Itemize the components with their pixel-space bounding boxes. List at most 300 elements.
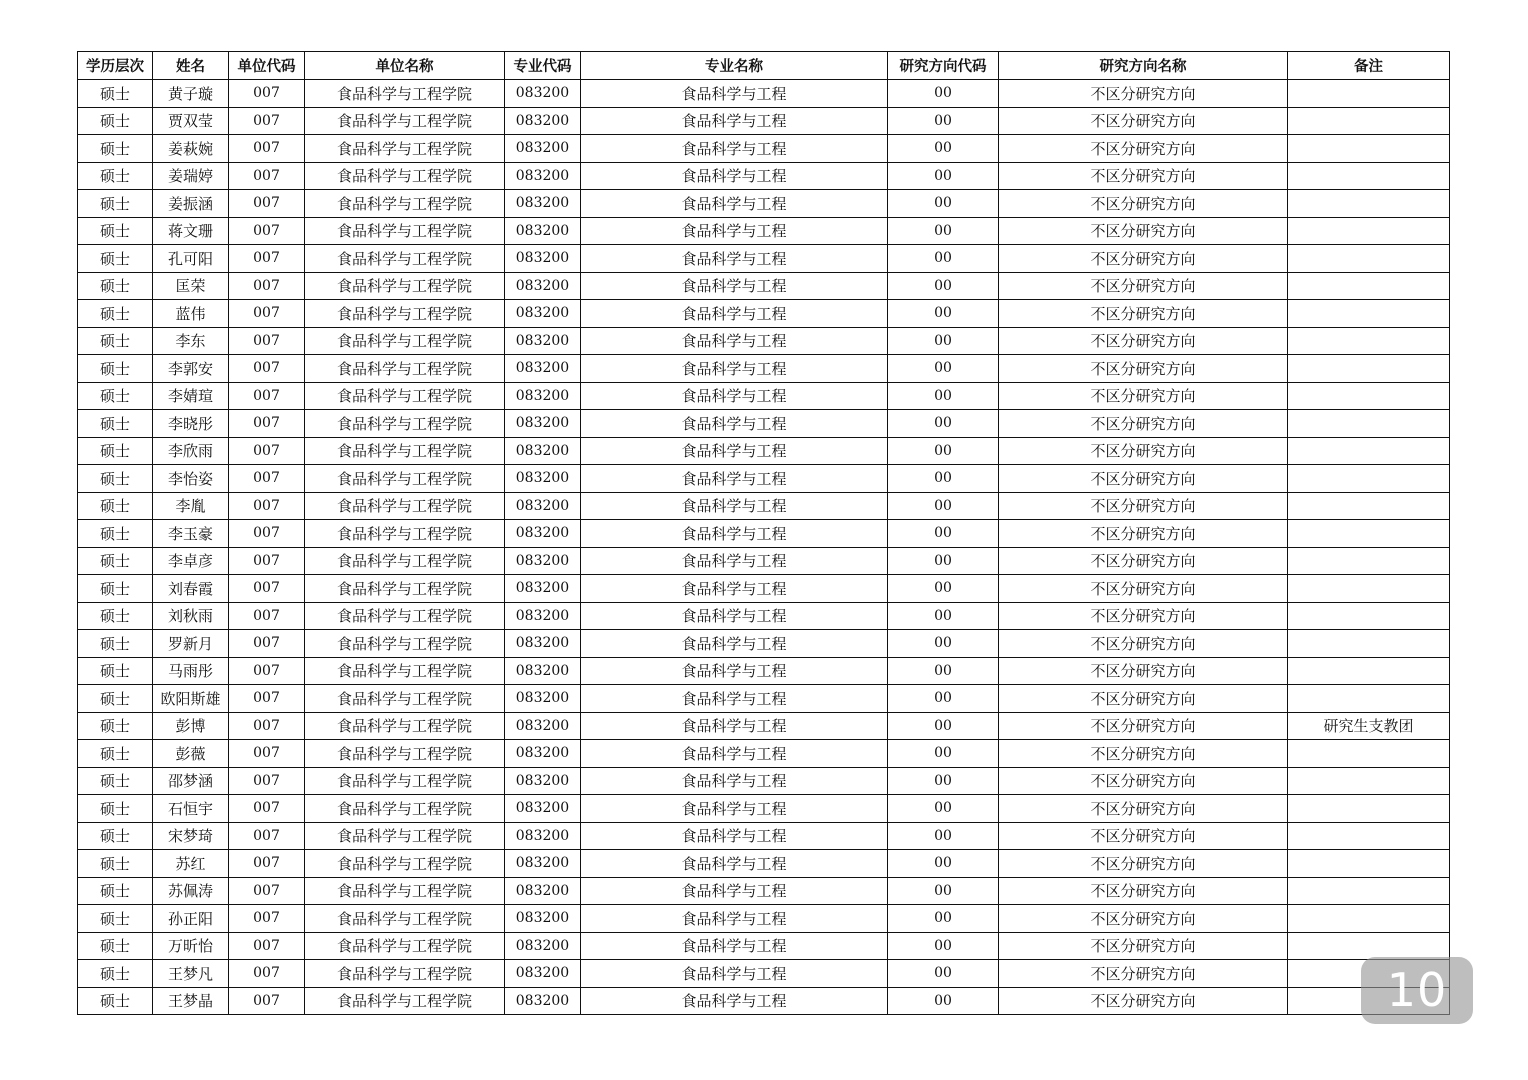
table-row — [78, 107, 1450, 135]
major-code-cell: 083200 — [505, 630, 581, 658]
unit-name-cell: 食品科学与工程学院 — [305, 492, 505, 520]
major-code-cell: 083200 — [505, 575, 581, 603]
name-cell: 孙正阳 — [153, 905, 229, 933]
remarks-cell — [1288, 465, 1450, 493]
major-name-cell: 食品科学与工程 — [581, 850, 888, 878]
major-code-cell: 083200 — [505, 382, 581, 410]
unit-name-cell: 食品科学与工程学院 — [305, 520, 505, 548]
header-remarks: 备注 — [1288, 52, 1450, 80]
degree-level-cell: 硕士 — [78, 685, 153, 713]
unit-code-cell: 007 — [229, 850, 305, 878]
major-name-cell: 食品科学与工程 — [581, 960, 888, 988]
table-row — [78, 657, 1450, 685]
degree-level-cell: 硕士 — [78, 80, 153, 108]
major-name-cell: 食品科学与工程 — [581, 437, 888, 465]
degree-level-cell: 硕士 — [78, 190, 153, 218]
unit-name-cell: 食品科学与工程学院 — [305, 437, 505, 465]
name-cell: 蓝伟 — [153, 300, 229, 328]
direction-name-cell: 不区分研究方向 — [999, 905, 1288, 933]
unit-name-cell: 食品科学与工程学院 — [305, 80, 505, 108]
degree-level-cell: 硕士 — [78, 520, 153, 548]
table-row — [78, 217, 1450, 245]
unit-name-cell: 食品科学与工程学院 — [305, 877, 505, 905]
unit-code-cell: 007 — [229, 822, 305, 850]
major-code-cell: 083200 — [505, 80, 581, 108]
major-name-cell: 食品科学与工程 — [581, 300, 888, 328]
direction-name-cell: 不区分研究方向 — [999, 602, 1288, 630]
name-cell: 罗新月 — [153, 630, 229, 658]
table-row — [78, 190, 1450, 218]
degree-level-cell: 硕士 — [78, 217, 153, 245]
major-code-cell: 083200 — [505, 245, 581, 273]
direction-name-cell: 不区分研究方向 — [999, 162, 1288, 190]
major-code-cell: 083200 — [505, 795, 581, 823]
major-name-cell: 食品科学与工程 — [581, 410, 888, 438]
degree-level-cell: 硕士 — [78, 960, 153, 988]
major-code-cell: 083200 — [505, 547, 581, 575]
unit-code-cell: 007 — [229, 547, 305, 575]
name-cell: 李东 — [153, 327, 229, 355]
direction-name-cell: 不区分研究方向 — [999, 300, 1288, 328]
unit-code-cell: 007 — [229, 217, 305, 245]
name-cell: 黄子璇 — [153, 80, 229, 108]
unit-name-cell: 食品科学与工程学院 — [305, 822, 505, 850]
unit-name-cell: 食品科学与工程学院 — [305, 712, 505, 740]
major-code-cell: 083200 — [505, 767, 581, 795]
table-row — [78, 795, 1450, 823]
name-cell: 苏佩涛 — [153, 877, 229, 905]
name-cell: 李晓彤 — [153, 410, 229, 438]
major-code-cell: 083200 — [505, 272, 581, 300]
major-name-cell: 食品科学与工程 — [581, 465, 888, 493]
unit-name-cell: 食品科学与工程学院 — [305, 575, 505, 603]
major-name-cell: 食品科学与工程 — [581, 162, 888, 190]
name-cell: 孔可阳 — [153, 245, 229, 273]
header-major-code: 专业代码 — [505, 52, 581, 80]
unit-name-cell: 食品科学与工程学院 — [305, 382, 505, 410]
degree-level-cell: 硕士 — [78, 410, 153, 438]
major-name-cell: 食品科学与工程 — [581, 80, 888, 108]
unit-name-cell: 食品科学与工程学院 — [305, 795, 505, 823]
roster-body — [78, 80, 1450, 1015]
direction-name-cell: 不区分研究方向 — [999, 575, 1288, 603]
direction-code-cell: 00 — [888, 327, 999, 355]
degree-level-cell: 硕士 — [78, 657, 153, 685]
direction-name-cell: 不区分研究方向 — [999, 960, 1288, 988]
remarks-cell — [1288, 190, 1450, 218]
major-name-cell: 食品科学与工程 — [581, 987, 888, 1015]
major-code-cell: 083200 — [505, 465, 581, 493]
major-code-cell: 083200 — [505, 410, 581, 438]
header-name: 姓名 — [153, 52, 229, 80]
degree-level-cell: 硕士 — [78, 575, 153, 603]
name-cell: 匡荣 — [153, 272, 229, 300]
degree-level-cell: 硕士 — [78, 932, 153, 960]
direction-name-cell: 不区分研究方向 — [999, 740, 1288, 768]
name-cell: 马雨彤 — [153, 657, 229, 685]
major-code-cell: 083200 — [505, 107, 581, 135]
degree-level-cell: 硕士 — [78, 822, 153, 850]
unit-code-cell: 007 — [229, 520, 305, 548]
remarks-cell — [1288, 547, 1450, 575]
direction-code-cell: 00 — [888, 217, 999, 245]
major-name-cell: 食品科学与工程 — [581, 877, 888, 905]
major-name-cell: 食品科学与工程 — [581, 492, 888, 520]
direction-code-cell: 00 — [888, 712, 999, 740]
direction-code-cell: 00 — [888, 162, 999, 190]
table-row — [78, 767, 1450, 795]
major-code-cell: 083200 — [505, 822, 581, 850]
degree-level-cell: 硕士 — [78, 245, 153, 273]
direction-code-cell: 00 — [888, 740, 999, 768]
table-row — [78, 602, 1450, 630]
remarks-cell — [1288, 327, 1450, 355]
major-name-cell: 食品科学与工程 — [581, 905, 888, 933]
unit-name-cell: 食品科学与工程学院 — [305, 465, 505, 493]
direction-code-cell: 00 — [888, 877, 999, 905]
remarks-cell — [1288, 685, 1450, 713]
name-cell: 万昕怡 — [153, 932, 229, 960]
unit-name-cell: 食品科学与工程学院 — [305, 245, 505, 273]
direction-code-cell: 00 — [888, 520, 999, 548]
direction-code-cell: 00 — [888, 822, 999, 850]
direction-name-cell: 不区分研究方向 — [999, 80, 1288, 108]
degree-level-cell: 硕士 — [78, 162, 153, 190]
unit-name-cell: 食品科学与工程学院 — [305, 300, 505, 328]
degree-level-cell: 硕士 — [78, 547, 153, 575]
unit-name-cell: 食品科学与工程学院 — [305, 767, 505, 795]
table-row — [78, 492, 1450, 520]
unit-code-cell: 007 — [229, 740, 305, 768]
major-code-cell: 083200 — [505, 437, 581, 465]
direction-code-cell: 00 — [888, 80, 999, 108]
remarks-cell: 研究生支教团 — [1288, 712, 1450, 740]
remarks-cell — [1288, 217, 1450, 245]
table-row — [78, 465, 1450, 493]
remarks-cell — [1288, 657, 1450, 685]
direction-name-cell: 不区分研究方向 — [999, 107, 1288, 135]
degree-level-cell: 硕士 — [78, 795, 153, 823]
unit-name-cell: 食品科学与工程学院 — [305, 905, 505, 933]
unit-code-cell: 007 — [229, 382, 305, 410]
name-cell: 李卓彦 — [153, 547, 229, 575]
major-name-cell: 食品科学与工程 — [581, 602, 888, 630]
degree-level-cell: 硕士 — [78, 327, 153, 355]
major-code-cell: 083200 — [505, 300, 581, 328]
direction-code-cell: 00 — [888, 135, 999, 163]
direction-code-cell: 00 — [888, 630, 999, 658]
direction-code-cell: 00 — [888, 932, 999, 960]
major-code-cell: 083200 — [505, 987, 581, 1015]
table-row — [78, 987, 1450, 1015]
name-cell: 苏红 — [153, 850, 229, 878]
major-code-cell: 083200 — [505, 740, 581, 768]
direction-code-cell: 00 — [888, 547, 999, 575]
unit-code-cell: 007 — [229, 80, 305, 108]
degree-level-cell: 硕士 — [78, 905, 153, 933]
unit-name-cell: 食品科学与工程学院 — [305, 162, 505, 190]
remarks-cell — [1288, 162, 1450, 190]
name-cell: 彭薇 — [153, 740, 229, 768]
name-cell: 欧阳斯雄 — [153, 685, 229, 713]
direction-code-cell: 00 — [888, 850, 999, 878]
major-name-cell: 食品科学与工程 — [581, 657, 888, 685]
roster-sheet — [77, 51, 1449, 1015]
degree-level-cell: 硕士 — [78, 107, 153, 135]
remarks-cell — [1288, 80, 1450, 108]
table-row — [78, 630, 1450, 658]
major-name-cell: 食品科学与工程 — [581, 520, 888, 548]
major-name-cell: 食品科学与工程 — [581, 795, 888, 823]
table-row — [78, 135, 1450, 163]
name-cell: 李玉豪 — [153, 520, 229, 548]
degree-level-cell: 硕士 — [78, 767, 153, 795]
major-name-cell: 食品科学与工程 — [581, 355, 888, 383]
unit-name-cell: 食品科学与工程学院 — [305, 740, 505, 768]
unit-code-cell: 007 — [229, 575, 305, 603]
header-degree-level: 学历层次 — [78, 52, 153, 80]
remarks-cell — [1288, 877, 1450, 905]
header-major-name: 专业名称 — [581, 52, 888, 80]
remarks-cell — [1288, 795, 1450, 823]
degree-level-cell: 硕士 — [78, 850, 153, 878]
major-name-cell: 食品科学与工程 — [581, 575, 888, 603]
table-row — [78, 80, 1450, 108]
direction-code-cell: 00 — [888, 300, 999, 328]
name-cell: 李郭安 — [153, 355, 229, 383]
remarks-cell — [1288, 272, 1450, 300]
unit-name-cell: 食品科学与工程学院 — [305, 135, 505, 163]
direction-name-cell: 不区分研究方向 — [999, 520, 1288, 548]
direction-code-cell: 00 — [888, 795, 999, 823]
major-name-cell: 食品科学与工程 — [581, 932, 888, 960]
direction-name-cell: 不区分研究方向 — [999, 272, 1288, 300]
unit-name-cell: 食品科学与工程学院 — [305, 107, 505, 135]
unit-code-cell: 007 — [229, 245, 305, 273]
direction-name-cell: 不区分研究方向 — [999, 795, 1288, 823]
unit-code-cell: 007 — [229, 162, 305, 190]
table-row — [78, 272, 1450, 300]
major-code-cell: 083200 — [505, 602, 581, 630]
remarks-cell — [1288, 410, 1450, 438]
direction-name-cell: 不区分研究方向 — [999, 327, 1288, 355]
direction-code-cell: 00 — [888, 272, 999, 300]
table-row — [78, 547, 1450, 575]
unit-code-cell: 007 — [229, 685, 305, 713]
direction-name-cell: 不区分研究方向 — [999, 382, 1288, 410]
direction-name-cell: 不区分研究方向 — [999, 712, 1288, 740]
unit-code-cell: 007 — [229, 630, 305, 658]
unit-code-cell: 007 — [229, 135, 305, 163]
name-cell: 宋梦琦 — [153, 822, 229, 850]
direction-code-cell: 00 — [888, 657, 999, 685]
direction-name-cell: 不区分研究方向 — [999, 685, 1288, 713]
name-cell: 姜萩婉 — [153, 135, 229, 163]
unit-name-cell: 食品科学与工程学院 — [305, 410, 505, 438]
remarks-cell — [1288, 355, 1450, 383]
name-cell: 姜振涵 — [153, 190, 229, 218]
remarks-cell — [1288, 850, 1450, 878]
direction-name-cell: 不区分研究方向 — [999, 355, 1288, 383]
table-row — [78, 932, 1450, 960]
major-name-cell: 食品科学与工程 — [581, 822, 888, 850]
remarks-cell — [1288, 822, 1450, 850]
name-cell: 石恒宇 — [153, 795, 229, 823]
table-row — [78, 740, 1450, 768]
major-name-cell: 食品科学与工程 — [581, 685, 888, 713]
header-row — [78, 52, 1450, 80]
direction-name-cell: 不区分研究方向 — [999, 135, 1288, 163]
degree-level-cell: 硕士 — [78, 272, 153, 300]
major-code-cell: 083200 — [505, 190, 581, 218]
major-name-cell: 食品科学与工程 — [581, 190, 888, 218]
table-row — [78, 822, 1450, 850]
name-cell: 李胤 — [153, 492, 229, 520]
direction-code-cell: 00 — [888, 245, 999, 273]
unit-code-cell: 007 — [229, 767, 305, 795]
direction-code-cell: 00 — [888, 905, 999, 933]
direction-code-cell: 00 — [888, 107, 999, 135]
degree-level-cell: 硕士 — [78, 740, 153, 768]
direction-code-cell: 00 — [888, 602, 999, 630]
direction-code-cell: 00 — [888, 492, 999, 520]
remarks-cell — [1288, 245, 1450, 273]
unit-code-cell: 007 — [229, 960, 305, 988]
unit-name-cell: 食品科学与工程学院 — [305, 217, 505, 245]
unit-name-cell: 食品科学与工程学院 — [305, 547, 505, 575]
table-row — [78, 960, 1450, 988]
direction-code-cell: 00 — [888, 410, 999, 438]
major-name-cell: 食品科学与工程 — [581, 630, 888, 658]
table-row — [78, 245, 1450, 273]
major-name-cell: 食品科学与工程 — [581, 272, 888, 300]
direction-name-cell: 不区分研究方向 — [999, 190, 1288, 218]
major-name-cell: 食品科学与工程 — [581, 712, 888, 740]
direction-name-cell: 不区分研究方向 — [999, 630, 1288, 658]
direction-code-cell: 00 — [888, 685, 999, 713]
unit-code-cell: 007 — [229, 492, 305, 520]
unit-name-cell: 食品科学与工程学院 — [305, 657, 505, 685]
direction-name-cell: 不区分研究方向 — [999, 877, 1288, 905]
table-row — [78, 685, 1450, 713]
direction-name-cell: 不区分研究方向 — [999, 547, 1288, 575]
direction-code-cell: 00 — [888, 382, 999, 410]
unit-name-cell: 食品科学与工程学院 — [305, 960, 505, 988]
remarks-cell — [1288, 135, 1450, 163]
table-row — [78, 327, 1450, 355]
degree-level-cell: 硕士 — [78, 602, 153, 630]
unit-code-cell: 007 — [229, 602, 305, 630]
degree-level-cell: 硕士 — [78, 630, 153, 658]
major-name-cell: 食品科学与工程 — [581, 327, 888, 355]
table-row — [78, 712, 1450, 740]
table-row — [78, 300, 1450, 328]
direction-name-cell: 不区分研究方向 — [999, 767, 1288, 795]
degree-level-cell: 硕士 — [78, 382, 153, 410]
major-code-cell: 083200 — [505, 162, 581, 190]
unit-code-cell: 007 — [229, 795, 305, 823]
degree-level-cell: 硕士 — [78, 712, 153, 740]
major-name-cell: 食品科学与工程 — [581, 382, 888, 410]
major-code-cell: 083200 — [505, 492, 581, 520]
direction-code-cell: 00 — [888, 767, 999, 795]
header-unit-name: 单位名称 — [305, 52, 505, 80]
unit-code-cell: 007 — [229, 877, 305, 905]
name-cell: 刘秋雨 — [153, 602, 229, 630]
direction-name-cell: 不区分研究方向 — [999, 657, 1288, 685]
name-cell: 蒋文珊 — [153, 217, 229, 245]
major-name-cell: 食品科学与工程 — [581, 217, 888, 245]
unit-name-cell: 食品科学与工程学院 — [305, 932, 505, 960]
table-row — [78, 575, 1450, 603]
name-cell: 王梦晶 — [153, 987, 229, 1015]
unit-name-cell: 食品科学与工程学院 — [305, 850, 505, 878]
header-direction-code: 研究方向代码 — [888, 52, 999, 80]
table-row — [78, 520, 1450, 548]
table-row — [78, 905, 1450, 933]
degree-level-cell: 硕士 — [78, 987, 153, 1015]
direction-code-cell: 00 — [888, 987, 999, 1015]
table-row — [78, 410, 1450, 438]
unit-code-cell: 007 — [229, 355, 305, 383]
major-code-cell: 083200 — [505, 877, 581, 905]
table-row — [78, 437, 1450, 465]
major-name-cell: 食品科学与工程 — [581, 135, 888, 163]
unit-name-cell: 食品科学与工程学院 — [305, 355, 505, 383]
direction-code-cell: 00 — [888, 465, 999, 493]
unit-code-cell: 007 — [229, 437, 305, 465]
unit-name-cell: 食品科学与工程学院 — [305, 630, 505, 658]
direction-name-cell: 不区分研究方向 — [999, 437, 1288, 465]
major-code-cell: 083200 — [505, 327, 581, 355]
remarks-cell — [1288, 630, 1450, 658]
name-cell: 王梦凡 — [153, 960, 229, 988]
admission-roster-table — [77, 51, 1450, 1015]
direction-name-cell: 不区分研究方向 — [999, 465, 1288, 493]
direction-code-cell: 00 — [888, 437, 999, 465]
remarks-cell — [1288, 520, 1450, 548]
unit-name-cell: 食品科学与工程学院 — [305, 272, 505, 300]
unit-code-cell: 007 — [229, 905, 305, 933]
direction-name-cell: 不区分研究方向 — [999, 492, 1288, 520]
major-name-cell: 食品科学与工程 — [581, 547, 888, 575]
unit-name-cell: 食品科学与工程学院 — [305, 685, 505, 713]
name-cell: 贾双莹 — [153, 107, 229, 135]
direction-name-cell: 不区分研究方向 — [999, 932, 1288, 960]
major-code-cell: 083200 — [505, 960, 581, 988]
unit-code-cell: 007 — [229, 410, 305, 438]
major-code-cell: 083200 — [505, 657, 581, 685]
table-row — [78, 877, 1450, 905]
name-cell: 李婧瑄 — [153, 382, 229, 410]
remarks-cell — [1288, 382, 1450, 410]
major-name-cell: 食品科学与工程 — [581, 740, 888, 768]
degree-level-cell: 硕士 — [78, 355, 153, 383]
major-name-cell: 食品科学与工程 — [581, 107, 888, 135]
unit-code-cell: 007 — [229, 107, 305, 135]
degree-level-cell: 硕士 — [78, 135, 153, 163]
direction-name-cell: 不区分研究方向 — [999, 410, 1288, 438]
unit-code-cell: 007 — [229, 932, 305, 960]
header-unit-code: 单位代码 — [229, 52, 305, 80]
major-code-cell: 083200 — [505, 932, 581, 960]
unit-name-cell: 食品科学与工程学院 — [305, 602, 505, 630]
direction-name-cell: 不区分研究方向 — [999, 822, 1288, 850]
unit-name-cell: 食品科学与工程学院 — [305, 327, 505, 355]
direction-name-cell: 不区分研究方向 — [999, 245, 1288, 273]
degree-level-cell: 硕士 — [78, 877, 153, 905]
unit-code-cell: 007 — [229, 712, 305, 740]
